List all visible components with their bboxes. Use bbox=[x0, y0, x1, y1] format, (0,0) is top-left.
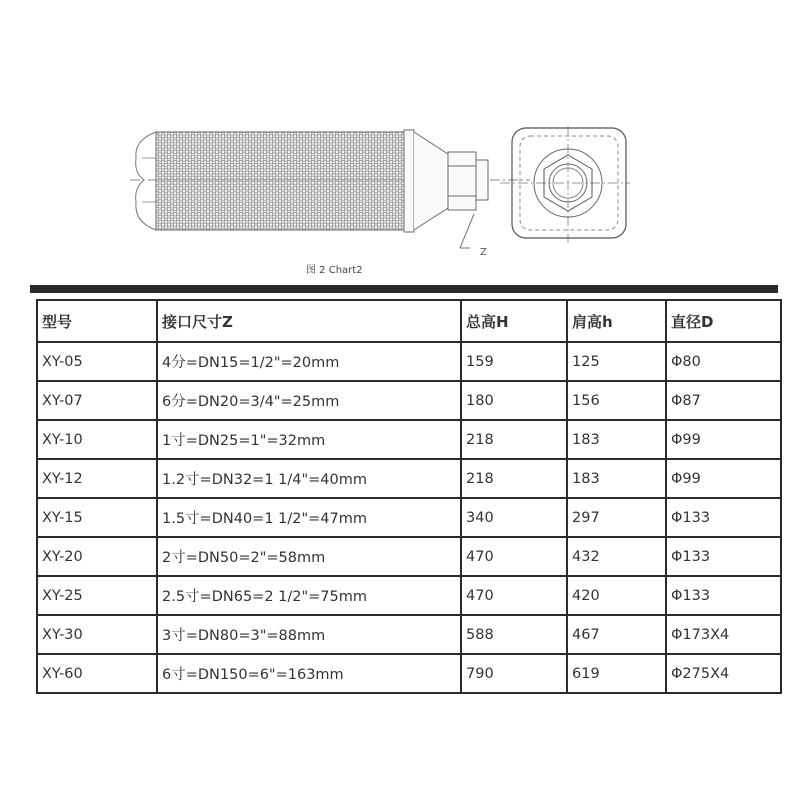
table-row bbox=[37, 342, 781, 381]
shoulder-height-cell: 156 bbox=[567, 381, 666, 420]
shoulder-height-cell: 432 bbox=[567, 537, 666, 576]
shoulder-height-cell: 467 bbox=[567, 615, 666, 654]
diameter-cell: Φ80 bbox=[666, 342, 781, 381]
figure-caption: 图 2 Chart2 bbox=[306, 265, 363, 276]
shoulder-height-cell: 183 bbox=[567, 459, 666, 498]
header-shoulder-height: 肩高h bbox=[567, 300, 666, 342]
interface-size-cell: 1.2寸=DN32=1 1/4"=40mm bbox=[157, 459, 461, 498]
diameter-cell: Φ275X4 bbox=[666, 654, 781, 693]
header-model: 型号 bbox=[37, 300, 157, 342]
shoulder-height-cell: 420 bbox=[567, 576, 666, 615]
interface-size-cell: 6寸=DN150=6"=163mm bbox=[157, 654, 461, 693]
table-row bbox=[37, 381, 781, 420]
shoulder-height-cell: 297 bbox=[567, 498, 666, 537]
interface-size-cell: 4分=DN15=1/2"=20mm bbox=[157, 342, 461, 381]
diameter-cell: Φ133 bbox=[666, 537, 781, 576]
interface-size-cell: 1.5寸=DN40=1 1/2"=47mm bbox=[157, 498, 461, 537]
model-cell: XY-30 bbox=[37, 615, 157, 654]
shoulder-height-cell: 619 bbox=[567, 654, 666, 693]
diameter-cell: Φ99 bbox=[666, 459, 781, 498]
header-diameter: 直径D bbox=[666, 300, 781, 342]
total-height-cell: 180 bbox=[461, 381, 567, 420]
header-interface-size: 接口尺寸Z bbox=[157, 300, 461, 342]
z-label: Z bbox=[480, 247, 487, 258]
model-cell: XY-05 bbox=[37, 342, 157, 381]
total-height-cell: 470 bbox=[461, 576, 567, 615]
interface-size-cell: 2.5寸=DN65=2 1/2"=75mm bbox=[157, 576, 461, 615]
diameter-cell: Φ173X4 bbox=[666, 615, 781, 654]
model-cell: XY-60 bbox=[37, 654, 157, 693]
model-cell: XY-10 bbox=[37, 420, 157, 459]
total-height-cell: 159 bbox=[461, 342, 567, 381]
interface-size-cell: 6分=DN20=3/4"=25mm bbox=[157, 381, 461, 420]
interface-size-cell: 1寸=DN25=1"=32mm bbox=[157, 420, 461, 459]
spec-table bbox=[36, 299, 782, 694]
total-height-cell: 340 bbox=[461, 498, 567, 537]
table-row bbox=[37, 498, 781, 537]
table-header-row bbox=[37, 300, 781, 342]
end-view bbox=[500, 126, 630, 243]
diameter-cell: Φ87 bbox=[666, 381, 781, 420]
model-cell: XY-25 bbox=[37, 576, 157, 615]
table-row bbox=[37, 420, 781, 459]
table-row bbox=[37, 537, 781, 576]
side-view bbox=[130, 130, 530, 248]
table-row bbox=[37, 459, 781, 498]
model-cell: XY-15 bbox=[37, 498, 157, 537]
diameter-cell: Φ99 bbox=[666, 420, 781, 459]
header-total-height: 总高H bbox=[461, 300, 567, 342]
total-height-cell: 218 bbox=[461, 420, 567, 459]
model-cell: XY-20 bbox=[37, 537, 157, 576]
mesh-body bbox=[156, 132, 404, 230]
model-cell: XY-07 bbox=[37, 381, 157, 420]
model-cell: XY-12 bbox=[37, 459, 157, 498]
interface-size-cell: 3寸=DN80=3"=88mm bbox=[157, 615, 461, 654]
total-height-cell: 588 bbox=[461, 615, 567, 654]
table-row bbox=[37, 615, 781, 654]
diameter-cell: Φ133 bbox=[666, 576, 781, 615]
table-row bbox=[37, 576, 781, 615]
shoulder-height-cell: 183 bbox=[567, 420, 666, 459]
diameter-cell: Φ133 bbox=[666, 498, 781, 537]
table-row bbox=[37, 654, 781, 693]
section-divider bbox=[30, 285, 778, 293]
total-height-cell: 218 bbox=[461, 459, 567, 498]
total-height-cell: 470 bbox=[461, 537, 567, 576]
shoulder-height-cell: 125 bbox=[567, 342, 666, 381]
interface-size-cell: 2寸=DN50=2"=58mm bbox=[157, 537, 461, 576]
total-height-cell: 790 bbox=[461, 654, 567, 693]
technical-drawing bbox=[130, 118, 650, 278]
